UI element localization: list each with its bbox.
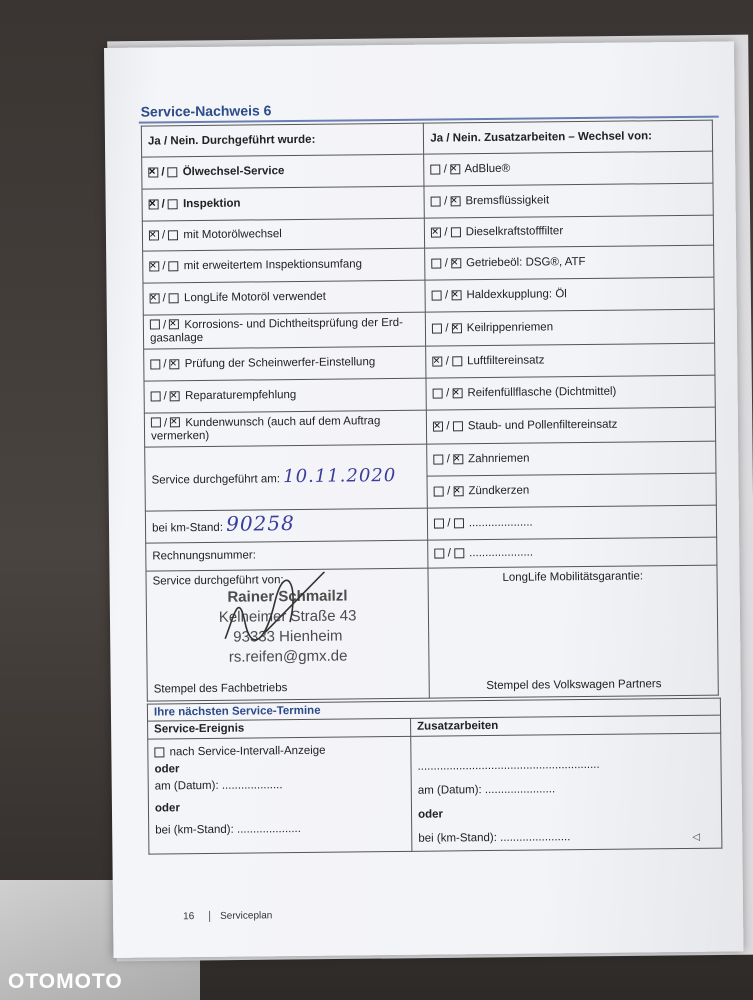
section-label: Serviceplan (209, 910, 272, 922)
service-date-value: 10.11.2020 (283, 464, 397, 487)
row-blank-2: / .................... (428, 537, 717, 568)
watermark-logo: OTOMOTO (8, 970, 123, 993)
col-extra-work: Zusatzarbeiten (411, 715, 721, 736)
row-dieselfilter: ✕ / Dieselkraftstofffilter (425, 215, 714, 248)
km-label: bei km-Stand: (151, 521, 224, 535)
row-korrosion: /✕ Korrosions- und Dichtheitsprüfung der Erd-gasanlage (143, 312, 426, 349)
row-scheinwerfer: /✕ Prüfung der Scheinwerfer-Einstellung (144, 346, 427, 381)
row-reifenfuell: /✕ Reifenfüllflasche (Dichtmittel) (426, 375, 715, 410)
row-bremsfluessigkeit: /✕ Bremsflüssigkeit (424, 183, 713, 218)
next-service-left: nach Service-Intervall-Anzeige oder am (Datum): ................... oder bei (km-Stand): .................... (148, 736, 412, 854)
header-right: Ja / Nein. Zusatzarbeiten – Wechsel von: (424, 120, 713, 154)
row-keilrippenriemen: /✕ Keilrippenriemen (426, 309, 715, 346)
invoice-cell: Rechnungsnummer: (146, 540, 429, 571)
km-cell (145, 508, 428, 543)
row-zahnriemen: /✕ Zahnriemen (427, 441, 716, 476)
service-date-cell (145, 444, 428, 511)
next-service-right: ......................................................... am (Datum): ...................... oder bei (km-Stand): ...................... (411, 733, 722, 851)
service-booklet-page (104, 41, 743, 958)
dealer-stamp-label: Stempel des Fachbetriebs (153, 682, 288, 696)
next-service-table (147, 698, 723, 855)
row-motoroelwechsel: ✕/ mit Motorölwechsel (142, 218, 425, 251)
row-erweitert: ✕/ mit erweitertem Inspektionsumfang (143, 248, 426, 283)
partner-stamp-cell (428, 565, 718, 698)
page-number: 16 (183, 911, 195, 923)
row-blank-1: / .................... (428, 505, 717, 540)
col-service-event: Service-Ereignis (148, 718, 411, 739)
service-date-label: Service durchgeführt am: (151, 472, 281, 487)
next-service-title: Ihre nächsten Service-Termine (147, 698, 720, 721)
row-reparatur: /✕ Reparaturempfehlung (144, 378, 427, 413)
row-longlife: ✕/ LongLife Motoröl verwendet (143, 280, 426, 315)
arrow-triangle-icon: ◁ (692, 831, 701, 843)
km-value: 90258 (226, 511, 295, 536)
page-title: Service-Nachweis 6 (140, 102, 272, 120)
row-kundenwunsch: /✕ Kundenwunsch (auch auf dem Auftrag vermerken) (144, 410, 427, 447)
row-adblue: /✕ AdBlue® (424, 151, 713, 186)
header-left: Ja / Nein. Durchgeführt wurde: (141, 123, 424, 157)
row-luftfilter: ✕ / Luftfiltereinsatz (426, 343, 715, 378)
row-zuendkerzen: /✕ Zündkerzen (427, 473, 716, 508)
row-pollenfilter: ✕/ Staub- und Pollenfiltereinsatz (427, 407, 716, 444)
longlife-label: LongLife Mobilitätsgarantie: (502, 570, 644, 584)
row-getriebeoel: /✕ Getriebeöl: DSG®, ATF (425, 245, 714, 280)
row-inspektion: ✕/ Inspektion (142, 186, 425, 221)
performed-by-label: Service durchgeführt von: (152, 574, 284, 588)
row-haldex: /✕ Haldexkupplung: Öl (425, 277, 714, 312)
handwritten-signature (205, 572, 336, 643)
partner-stamp-label: Stempel des Volkswagen Partners (486, 678, 662, 693)
dealer-stamp: Rainer Schmailzl Kelheimer Straße 43 93333 Hienheim rs.reifen@gmx.de (218, 587, 357, 666)
row-oelwechsel: ✕/ Ölwechsel-Service (142, 154, 425, 189)
